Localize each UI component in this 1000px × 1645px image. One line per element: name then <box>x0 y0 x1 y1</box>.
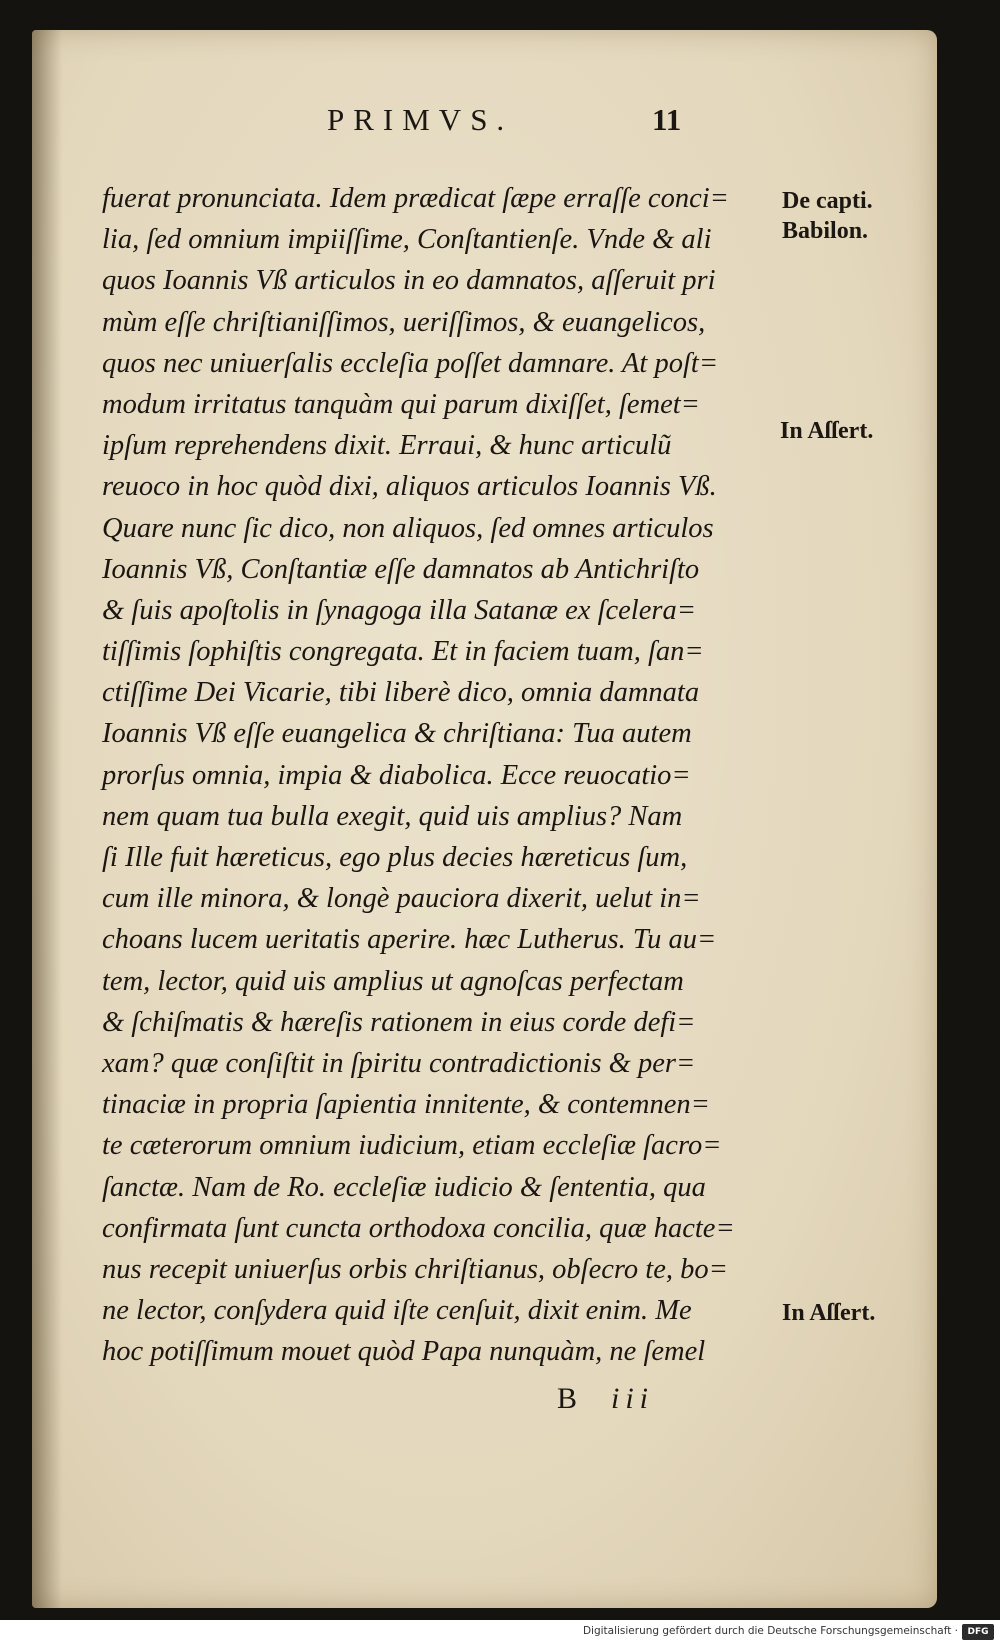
page-gutter-shadow <box>32 30 62 1608</box>
text-line: prorſus omnia, impia & diabolica. Ecce reuocatio= <box>102 759 691 791</box>
text-line: nus recepit uniuerſus orbis chriſtianus, obſecro te, bo= <box>102 1253 728 1285</box>
book-page <box>32 30 937 1608</box>
page-number: 11 <box>652 102 682 137</box>
margin-note-de-capti <box>782 186 873 246</box>
body-text-block <box>102 178 782 1372</box>
dfg-logo: DFG <box>962 1624 994 1640</box>
footer-bar <box>0 1620 1000 1645</box>
text-line: tiſſimis ſophiſtis congregata. Et in faciem tuam, ſan= <box>102 636 704 668</box>
text-line: ne lector, conſydera quid iſte cenſuit, dixit enim. Me <box>102 1295 692 1327</box>
text-line: quos Ioannis Vß articulos in eo damnatos, aſſeruit pri <box>102 265 716 297</box>
text-line: ipſum reprehendens dixit. Erraui, & hunc articulũ <box>102 430 672 462</box>
text-line: mùm eſſe chriſtianiſſimos, ueriſſimos, & euangelicos, <box>102 306 706 338</box>
text-line: nem quam tua bulla exegit, quid uis amplius? Nam <box>102 800 683 832</box>
text-line: te cæterorum omnium iudicium, etiam eccleſiæ ſacro= <box>102 1130 722 1162</box>
text-line: confirmata ſunt cuncta orthodoxa concilia, quæ hacte= <box>102 1212 735 1244</box>
text-line: Ioannis Vß, Conſtantiæ eſſe damnatos ab Antichriſto <box>102 553 700 585</box>
text-line: lia, ſed omnium impiiſſime, Conſtantienſe. Vnde & ali <box>102 224 712 256</box>
running-head <box>292 102 712 152</box>
text-line: ſi Ille fuit hæreticus, ego plus decies hæreticus ſum, <box>102 842 688 873</box>
text-line: choans lucem ueritatis aperire. hæc Lutherus. Tu au= <box>102 924 717 956</box>
margin-note-line: Babilon. <box>782 218 869 244</box>
signature-letter: B <box>557 1382 584 1415</box>
text-line: & ſuis apoſtolis in ſynagoga illa Satanæ ex ſcelera= <box>102 594 696 626</box>
running-title: PRIMVS. <box>327 102 514 137</box>
text-line: Ioannis Vß eſſe euangelica & chriſtiana: Tua autem <box>102 718 692 750</box>
text-line: modum irritatus tanquàm qui parum dixiſſet, ſemet= <box>102 388 700 420</box>
text-line: tinaciæ in propria ſapientia innitente, & contemnen= <box>102 1089 710 1121</box>
text-line: fuerat pronunciata. Idem prædicat ſæpe erraſſe conci= <box>102 183 729 214</box>
text-line: xam? quæ conſiſtit in ſpiritu contradictionis & per= <box>102 1047 696 1079</box>
margin-note-line: De capti. <box>782 188 873 214</box>
margin-note-in-assert: In Aſſert. <box>782 1300 876 1326</box>
text-line: ctiſſime Dei Vicarie, tibi liberè dico, omnia damnata <box>102 677 700 709</box>
text-line: quos nec uniuerſalis eccleſia poſſet damnare. At poſt= <box>102 347 719 379</box>
text-line: tem, lector, quid uis amplius ut agnoſcas perfectam <box>102 965 684 997</box>
text-line: & ſchiſmatis & hæreſis rationem in eius corde defi= <box>102 1006 696 1038</box>
text-line: cum ille minora, & longè pauciora dixerit, uelut in= <box>102 883 701 915</box>
margin-note-in-assert: In Aſſert. <box>780 418 874 444</box>
text-line: reuoco in hoc quòd dixi, aliquos articulos Ioannis Vß. <box>102 471 717 503</box>
funding-credit: Digitalisierung gefördert durch die Deutsche Forschungsgemeinschaft · <box>582 1625 958 1637</box>
signature-numeral: iii <box>611 1382 655 1415</box>
text-line: ſanctæ. Nam de Ro. eccleſiæ iudicio & ſententia, qua <box>102 1171 706 1203</box>
signature-mark <box>557 1382 654 1416</box>
text-line: hoc potiſſimum mouet quòd Papa nunquàm, ne ſemel <box>102 1336 706 1368</box>
text-line: Quare nunc ſic dico, non aliquos, ſed omnes articulos <box>102 512 714 544</box>
